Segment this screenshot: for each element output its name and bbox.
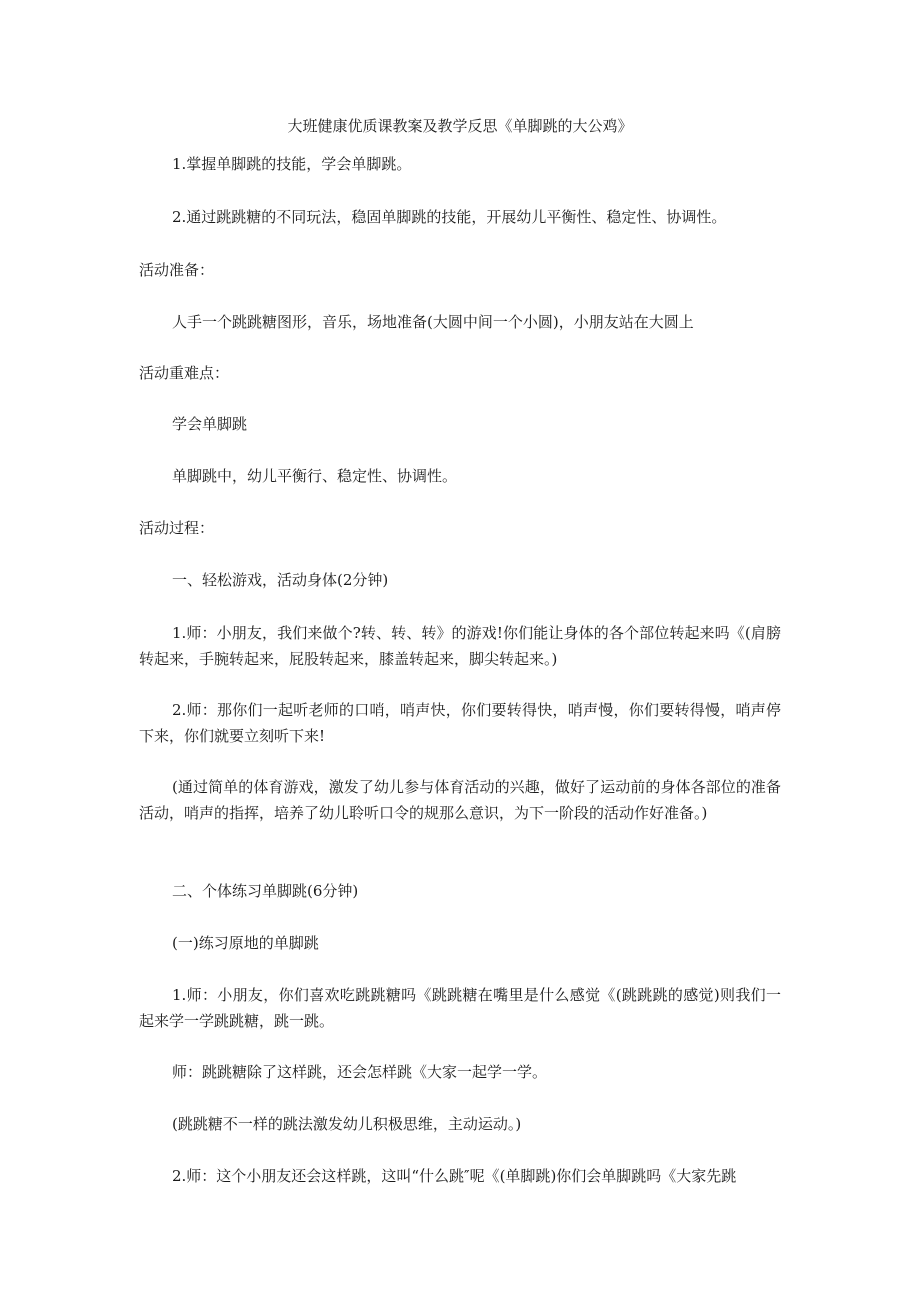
paragraph-step-3: 1.师：小朋友，你们喜欢吃跳跳糖吗《跳跳糖在嘴里是什么感觉《(跳跳跳的感觉)则我们一起来学一学跳跳糖，跳一跳。 xyxy=(139,986,781,1030)
subsection-heading-1: (一)练习原地的单脚跳 xyxy=(172,934,319,952)
paragraph-objective-2: 2.通过跳跳糖的不同玩法，稳固单脚跳的技能，开展幼儿平衡性、稳定性、协调性。 xyxy=(172,208,727,226)
paragraph-key-point-1: 学会单脚跳 xyxy=(172,415,248,433)
paragraph-step-1: 1.师：小朋友，我们来做个?转、转、转》的游戏!你们能让身体的各个部位转起来吗《(肩膀转起来，手腕转起来，屁股转起来，膝盖转起来，脚尖转起来。) xyxy=(139,624,781,668)
paragraph-step-4: 师：跳跳糖除了这样跳，还会怎样跳《大家一起学一学。 xyxy=(172,1063,548,1081)
paragraph-note-2: (跳跳糖不一样的跳法激发幼儿积极思维，主动运动。) xyxy=(172,1115,522,1133)
paragraph-key-point-2: 单脚跳中，幼儿平衡行、稳定性、协调性。 xyxy=(172,467,458,485)
paragraph-preparation: 人手一个跳跳糖图形，音乐，场地准备(大圆中间一个小圆)，小朋友站在大圆上 xyxy=(172,313,694,331)
section-heading-1: 一、轻松游戏，活动身体(2分钟) xyxy=(172,571,389,589)
paragraph-step-5: 2.师：这个小朋友还会这样跳，这叫“什么跳″呢《(单脚跳)你们会单脚跳吗《大家先跳 xyxy=(172,1167,737,1185)
paragraph-note-1: (通过简单的体育游戏，激发了幼儿参与体育活动的兴趣，做好了运动前的身体各部位的准备活动，哨声的指挥，培养了幼儿聆听口令的规那么意识，为下一阶段的活动作好准备。) xyxy=(139,778,781,822)
heading-preparation: 活动准备： xyxy=(139,261,215,279)
paragraph-objective-1: 1.掌握单脚跳的技能，学会单脚跳。 xyxy=(172,155,412,173)
section-heading-2: 二、个体练习单脚跳(6分钟) xyxy=(172,882,359,900)
heading-process: 活动过程： xyxy=(139,519,215,537)
paragraph-step-2: 2.师：那你们一起听老师的口哨，哨声快，你们要转得快，哨声慢，你们要转得慢，哨声停下来，你们就要立刻听下来! xyxy=(139,701,781,745)
document-title: 大班健康优质课教案及教学反思《单脚跳的大公鸡》 xyxy=(287,117,633,135)
heading-key-points: 活动重难点： xyxy=(139,364,230,382)
